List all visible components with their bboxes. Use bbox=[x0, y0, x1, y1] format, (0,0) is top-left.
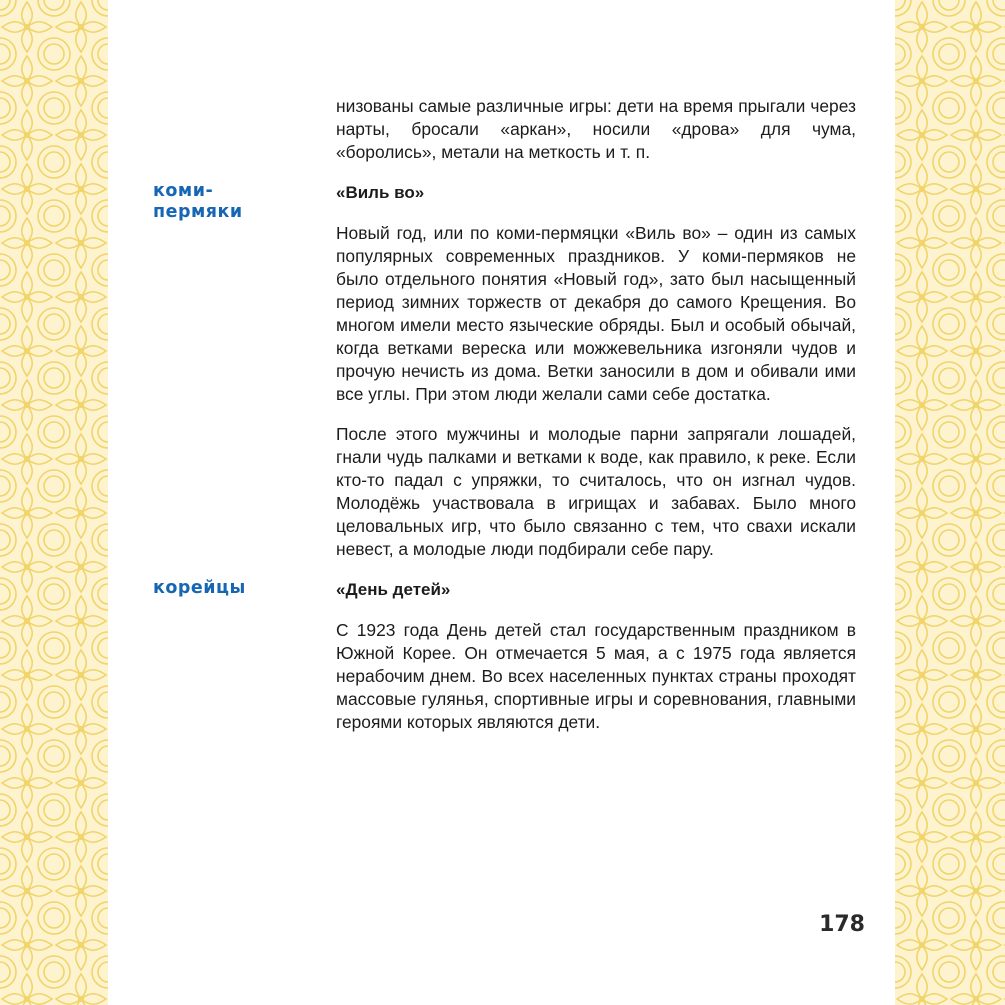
section-label bbox=[153, 578, 246, 599]
section-paragraph: После этого мужчины и молодые парни запрягали лошадей, гнали чудь палками и ветками к воде, как правило, к реке. Если кто-то падал с упряжки, то считалось, что он изгнал чудов. Молодёжь участвовала в игрищах и забавах. Было много целовальных игр, что было связанно с тем, что свахи искали невест, а молодые люди подбирали себе пару. bbox=[336, 424, 856, 559]
section-label-line: пермяки bbox=[153, 202, 243, 222]
intro-paragraph: низованы самые различные игры: дети на время прыгали через нарты, бросали «аркан», носили «дрова» для чума, «боролись», метали на меткость и т. п. bbox=[336, 96, 856, 162]
left-ornament-border bbox=[0, 0, 108, 1005]
page bbox=[108, 0, 895, 1005]
section-paragraph: С 1923 года День детей стал государственным праздником в Южной Корее. Он отмечается 5 мая, а с 1975 года является нерабочим днем. Во всех населенных пунктах страны проходят массовые гулянья, спортивные игры и соревнования, главными героями которых являются дети. bbox=[336, 620, 856, 732]
section-heading: «Виль во» bbox=[336, 183, 425, 202]
section-heading: «День детей» bbox=[336, 580, 451, 599]
ornament-pattern-icon bbox=[895, 0, 1005, 1005]
right-ornament-border bbox=[895, 0, 1005, 1005]
section-label-line: коми- bbox=[153, 181, 214, 201]
section-label bbox=[153, 181, 243, 223]
page-content bbox=[153, 95, 856, 751]
section-label-line: корейцы bbox=[153, 578, 246, 598]
section-koreytsy bbox=[153, 578, 856, 734]
section-paragraph: Новый год, или по коми-пермяцки «Виль во» – один из самых популярных современных праздников. У коми-пермяков не было отдельного понятия «Новый год», зато был насыщенный период зимних торжеств от декабря до самого Крещения. Во многом имели место языческие обряды. Был и особый обычай, когда ветками вереска или можжевельника изгоняли чудов и прочую нечисть из дома. Ветки заносили в дом и обивали ими все углы. При этом люди желали сами себе достатка. bbox=[336, 223, 856, 404]
page-number: 178 bbox=[819, 912, 865, 937]
section-komi-permyaki bbox=[153, 181, 856, 561]
ornament-pattern-icon bbox=[0, 0, 108, 1005]
